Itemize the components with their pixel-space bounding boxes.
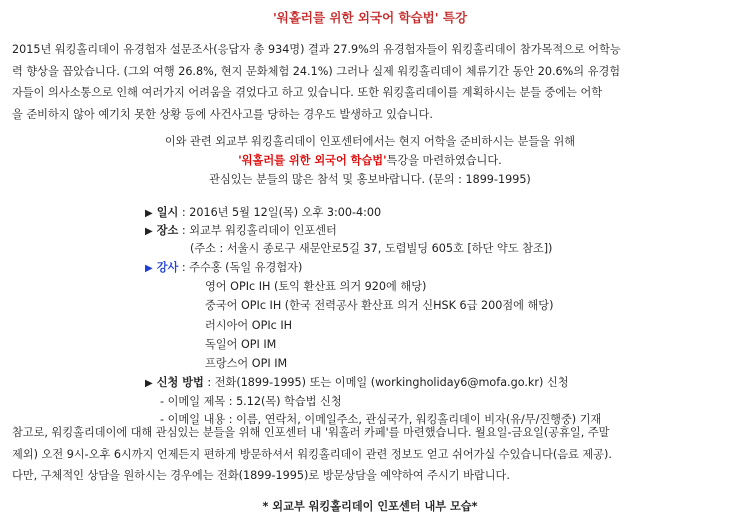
place-value: : 외교부 워킹홀리데이 인포센터 [178,224,337,237]
date-label: 일시 [156,206,179,219]
email-subject-text: - 이메일 제목 : 5.12(목) 학습법 신청 [160,395,342,408]
lecturer-value: : 주수홍 (독일 유경험자) [178,261,303,274]
intro-line: 력 향상을 꼽았습니다. (그외 여행 26.8%, 현지 문화체험 24.1%) 그러나 실제 워킹홀리데이 체류기간 동안 20.6%의 유경험 [12,64,621,78]
date-row [145,207,381,219]
announcement-text: 특강을 마련하였습니다. [386,154,502,167]
closing-line: 제외) 오전 9시-오후 6시까지 언제든지 편하게 방문하셔서 워킹홀리데이 관련 정보도 얻고 쉬어가실 수있습니다(음료 제공). [12,447,612,461]
qualification-item: 중국어 OPIc IH (한국 전력공사 환산표 의거 신HSK 6급 200점에 해당) [205,299,554,312]
inquiry-line: 관심있는 분들의 많은 참석 및 홍보바랍니다. (문의 : 1899-1995) [209,173,531,186]
place-row [145,225,337,237]
address-text: (주소 : 서울시 종로구 새문안로5길 37, 도렴빌딩 605호 [하단 약도 참조]) [190,242,553,255]
lecture-title-highlight: '워홀러를 위한 외국어 학습법' [238,154,387,167]
place-label: 장소 [156,224,179,237]
announcement-line: 이와 관련 외교부 워킹홀리데이 인포센터에서는 현지 어학을 준비하시는 분들을 위해 [164,135,576,148]
intro-paragraph [12,44,730,130]
date-value: : 2016년 5월 12일(목) 오후 3:00-4:00 [178,206,382,219]
intro-line: 을 준비하지 않아 예기치 못한 상황 등에 사건사고를 당하는 경우도 발생하고 있습니다. [12,107,433,121]
triangle-bullet-icon: ▶ [145,208,153,219]
qualification-item: 프랑스어 OPI IM [205,357,288,370]
closing-paragraph [12,427,730,492]
triangle-bullet-icon: ▶ [145,226,153,237]
apply-value: : 전화(1899-1995) 또는 이메일 (workingholiday6@mofa.go.kr) 신청 [203,376,569,389]
intro-line: 자들이 의사소통으로 인해 여러가지 어려움을 겪었다고 하고 있습니다. 또한 워킹홀리데이를 계획하시는 분들 중에는 어학 [12,86,603,99]
apply-row [145,377,569,389]
qualification-item: 러시아어 OPIc IH [205,319,293,332]
email-body-text: - 이메일 내용 : 이름, 연락처, 이메일주소, 관심국가, 워킹홀리데이 비자(유/무/진행중) 기재 [160,413,602,426]
announcement-line [0,155,740,166]
page-title: '워홀러를 위한 외국어 학습법' 특강 [272,10,468,25]
lecturer-label: 강사 [156,261,179,274]
lecturer-row [145,262,302,274]
qualification-item: 영어 OPIc IH (토익 환산표 의거 920에 해당) [205,280,427,293]
triangle-bullet-icon: ▶ [145,378,153,389]
triangle-bullet-icon: ▶ [145,263,153,274]
intro-line: 2015년 워킹홀리데이 유경험자 설문조사(응답자 총 934명) 결과 27.9%의 유경험자들이 워킹홀리데이 참가목적으로 어학능 [12,43,621,56]
closing-line: 다만, 구체적인 상담을 원하시는 경우에는 전화(1899-1995)로 방문상담을 예약하여 주시기 바랍니다. [12,469,510,482]
qualification-item: 독일어 OPI IM [205,338,277,351]
closing-line: 참고로, 워킹홀리데이에 대해 관심있는 분들을 위해 인포센터 내 '워홀러 카페'를 마련했습니다. 월요일-금요일(공휴일, 주말 [12,426,610,439]
photo-caption: * 외교부 워킹홀리데이 인포센터 내부 모습* [262,500,478,513]
apply-label: 신청 방법 [156,376,204,389]
